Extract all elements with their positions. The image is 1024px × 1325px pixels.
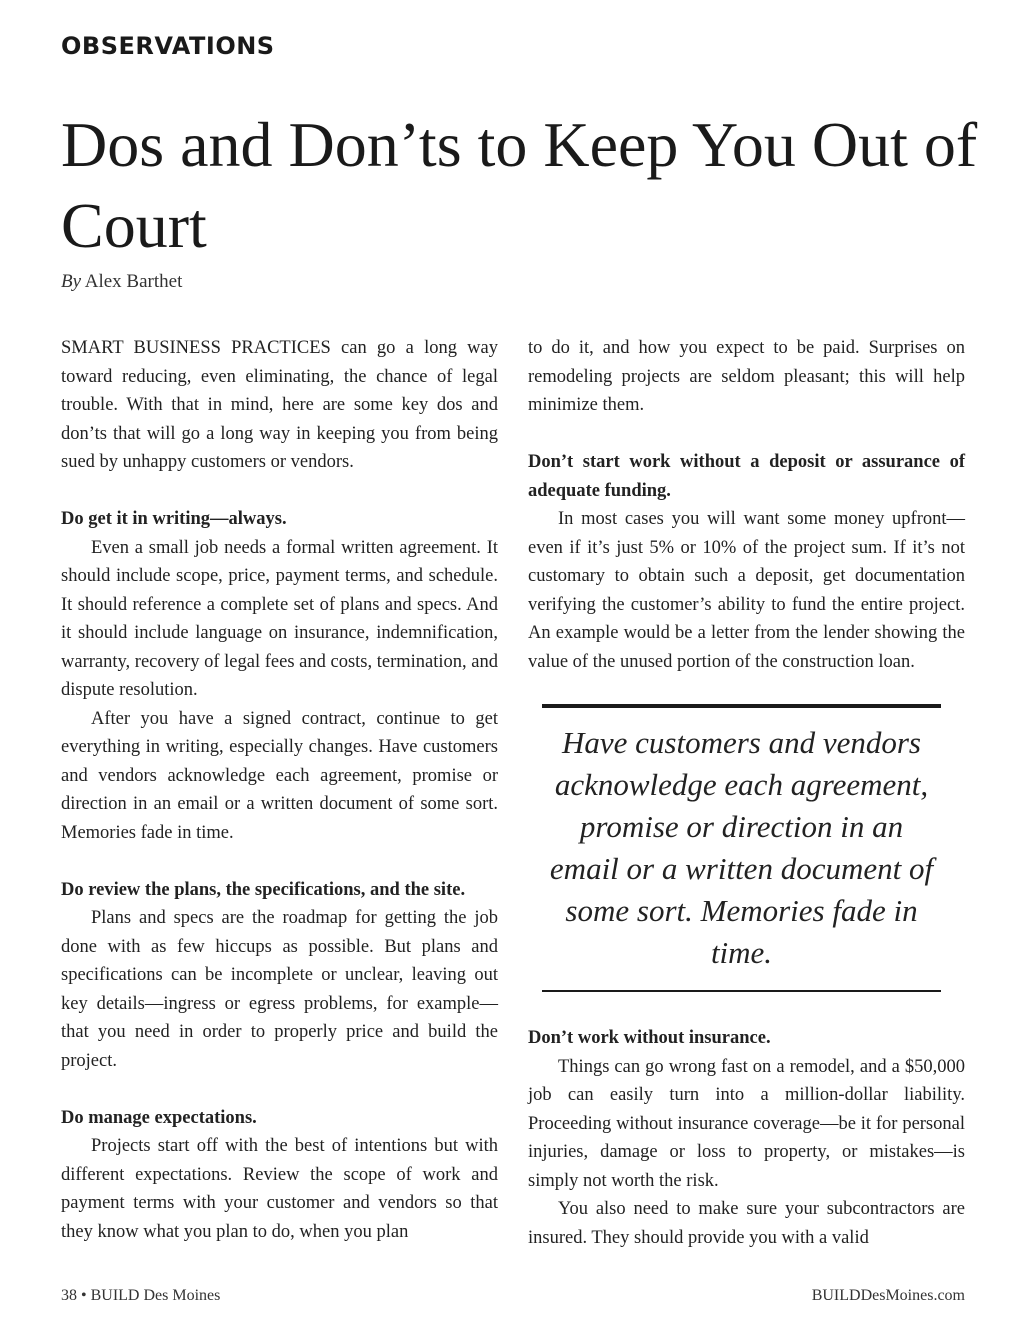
footer-page-info: 38 • BUILD Des Moines <box>61 1287 221 1304</box>
section-label: OBSERVATIONS <box>61 32 275 60</box>
body-paragraph: You also need to make sure your subcontractors are insured. They should provide you with a valid <box>528 1199 965 1248</box>
body-paragraph: In most cases you will want some money upfront—even if it’s just 5% or 10% of the project sum. If it’s not customary to obtain such a deposit, get documentation verifying the customer’s ability to fund the entire project. An example would be a letter from the lender showing the value of the unused portion of the construction loan. <box>528 509 965 672</box>
body-paragraph: Things can go wrong fast on a remodel, and a $50,000 job can easily turn into a million-dollar liability. Proceeding without insurance coverage—be it for personal injuries, damage or loss to property, or mistakes—is simply not worth the risk. <box>528 1056 965 1191</box>
continued-paragraph: to do it, and how you expect to be paid. Surprises on remodeling projects are seldom pleasant; this will help minimize them. <box>528 338 965 415</box>
section-heading: Don’t work without insurance. <box>528 1028 771 1048</box>
body-paragraph: Even a small job needs a formal written agreement. It should include scope, price, payment terms, and schedule. It should reference a complete set of plans and specs. And it should include language on insurance, indemnification, warranty, recovery of legal fees and costs, termination, and dispute resolution. <box>61 537 498 700</box>
section-heading: Do get it in writing—always. <box>61 509 287 529</box>
footer-website: BUILDDesMoines.com <box>811 1287 965 1304</box>
article-title: Dos and Don’ts to Keep You Out of Court <box>61 109 978 261</box>
pull-quote: Have customers and vendors acknowledge each agreement, promise or direction in an email or a written document of some sort. Memories fade in time. <box>542 704 941 992</box>
body-paragraph: Plans and specs are the roadmap for getting the job done with as few hiccups as possible. But plans and specifications can be incomplete or unclear, leaving out key details—ingress or egress problems, for example—that you need in order to properly price and build the project. <box>61 908 498 1071</box>
body-paragraph: Projects start off with the best of intentions but with different expectations. Review the scope of work and payment terms with your customer and vendors so that they know what you plan to do, when you plan <box>61 1136 498 1242</box>
body-paragraph: After you have a signed contract, continue to get everything in writing, especially changes. Have customers and vendors acknowledge each agreement, promise or direction in an email or a written document of some sort. Memories fade in time. <box>61 708 498 843</box>
intro-paragraph: SMART BUSINESS PRACTICES can go a long way toward reducing, even eliminating, the chance of legal trouble. With that in mind, here are some key dos and don’ts that will go a long way in keeping you from being sued by unhappy customers or vendors. <box>61 338 498 472</box>
byline-author: Alex Barthet <box>84 271 183 292</box>
section-heading: Do manage expectations. <box>61 1107 257 1128</box>
section-heading: Don’t start work without a deposit or assurance of adequate funding. <box>528 452 965 501</box>
left-column <box>61 334 498 1246</box>
byline <box>61 271 182 293</box>
section-heading: Do review the plans, the specifications, and the site. <box>61 879 466 900</box>
byline-by: By <box>61 271 82 292</box>
right-column <box>528 334 965 1252</box>
